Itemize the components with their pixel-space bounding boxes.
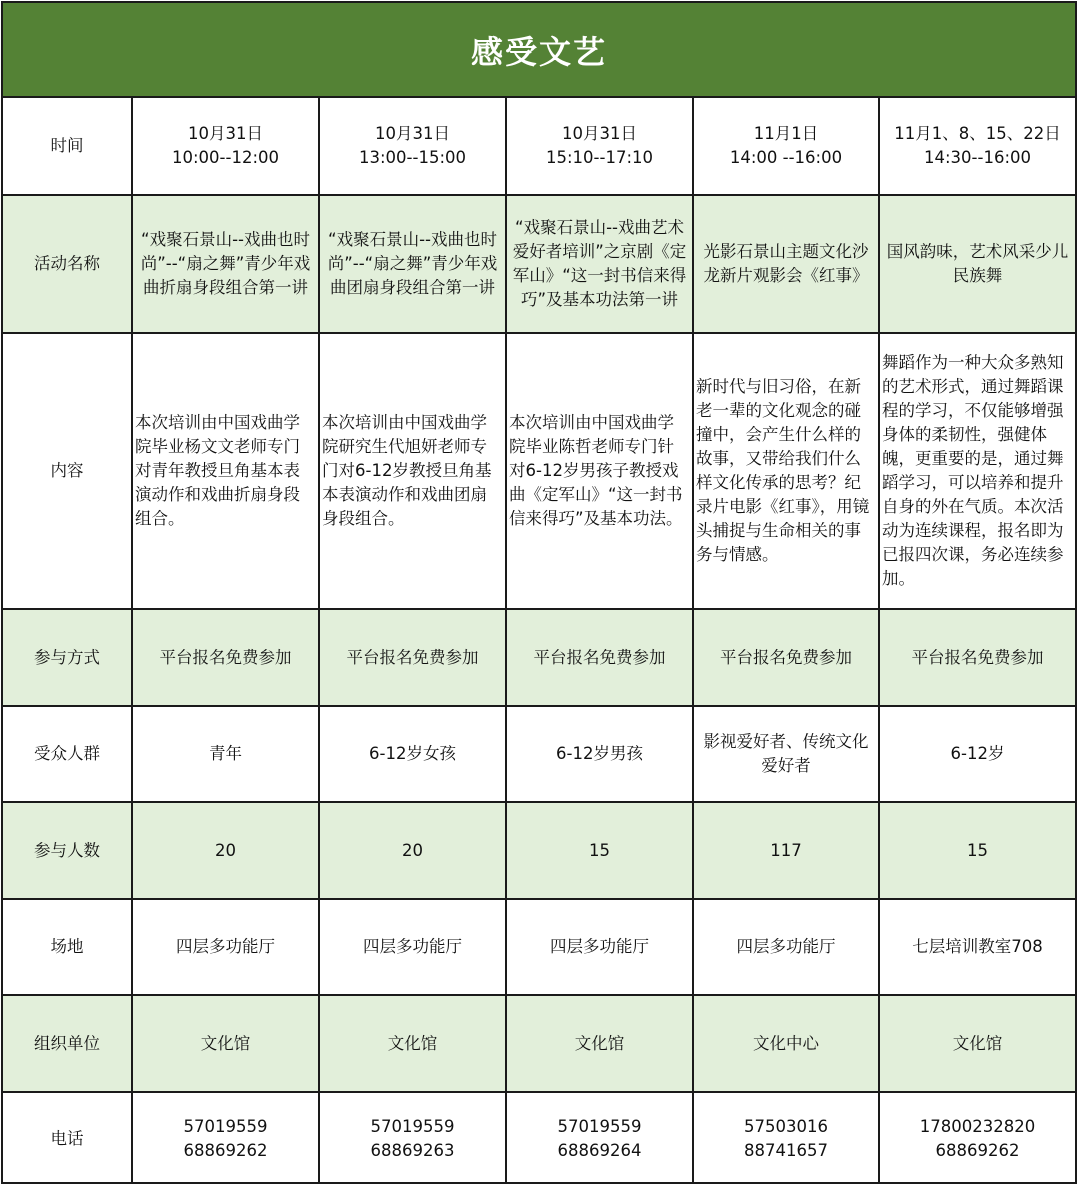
content-cell: 本次培训由中国戏曲学院毕业陈哲老师专门针对6-12岁男孩子教授戏曲《定军山》“这一封书信来得巧”及基本功法。 [506,333,693,609]
phone-cell: 57019559 68869264 [506,1092,693,1184]
time-row [3,98,1075,195]
organizer-cell: 文化馆 [319,995,506,1092]
method-cell: 平台报名免费参加 [319,609,506,706]
phone-row [3,1092,1075,1184]
activity-name-row [3,195,1075,333]
count-cell: 20 [132,802,319,899]
organizer-cell: 文化馆 [879,995,1075,1092]
row-label-organizer: 组织单位 [3,995,132,1092]
schedule-table [3,98,1075,1184]
method-cell: 平台报名免费参加 [879,609,1075,706]
time-cell: 10月31日 13:00--15:00 [319,98,506,195]
time-cell: 11月1、8、15、22日 14:30--16:00 [879,98,1075,195]
organizer-row [3,995,1075,1092]
row-label-phone: 电话 [3,1092,132,1184]
audience-cell: 青年 [132,706,319,802]
row-label-venue: 场地 [3,899,132,995]
phone-cell: 57019559 68869263 [319,1092,506,1184]
count-cell: 117 [693,802,879,899]
row-label-content: 内容 [3,333,132,609]
audience-cell: 6-12岁女孩 [319,706,506,802]
count-cell: 15 [879,802,1075,899]
organizer-cell: 文化馆 [506,995,693,1092]
activity-name-cell: “戏聚石景山--戏曲艺术爱好者培训”之京剧《定军山》“这一封书信来得巧”及基本功法第一讲 [506,195,693,333]
time-cell: 11月1日 14:00 --16:00 [693,98,879,195]
row-label-audience: 受众人群 [3,706,132,802]
audience-cell: 影视爱好者、传统文化爱好者 [693,706,879,802]
audience-cell: 6-12岁男孩 [506,706,693,802]
row-label-method: 参与方式 [3,609,132,706]
venue-cell: 四层多功能厅 [319,899,506,995]
organizer-cell: 文化中心 [693,995,879,1092]
content-cell: 舞蹈作为一种大众多熟知的艺术形式，通过舞蹈课程的学习，不仅能够增强身体的柔韧性，强健体魄，更重要的是，通过舞蹈学习，可以培养和提升自身的外在气质。本次活动为连续课程，报名即为已报四次课，务必连续参加。 [879,333,1075,609]
audience-cell: 6-12岁 [879,706,1075,802]
phone-cell: 17800232820 68869262 [879,1092,1075,1184]
activity-name-cell: “戏聚石景山--戏曲也时尚”--“扇之舞”青少年戏曲团扇身段组合第一讲 [319,195,506,333]
venue-row [3,899,1075,995]
content-row [3,333,1075,609]
activity-name-cell: 光影石景山主题文化沙龙新片观影会《红事》 [693,195,879,333]
venue-cell: 四层多功能厅 [132,899,319,995]
page-title: 感受文艺 [3,3,1075,98]
time-cell: 10月31日 10:00--12:00 [132,98,319,195]
venue-cell: 四层多功能厅 [693,899,879,995]
audience-row [3,706,1075,802]
method-cell: 平台报名免费参加 [693,609,879,706]
content-cell: 本次培训由中国戏曲学院研究生代旭妍老师专门对6-12岁教授旦角基本表演动作和戏曲团扇身段组合。 [319,333,506,609]
venue-cell: 七层培训教室708 [879,899,1075,995]
count-row [3,802,1075,899]
content-cell: 新时代与旧习俗，在新老一辈的文化观念的碰撞中，会产生什么样的故事，又带给我们什么样文化传承的思考？纪录片电影《红事》，用镜头捕捉与生命相关的事务与情感。 [693,333,879,609]
count-cell: 15 [506,802,693,899]
row-label-count: 参与人数 [3,802,132,899]
count-cell: 20 [319,802,506,899]
organizer-cell: 文化馆 [132,995,319,1092]
content-cell: 本次培训由中国戏曲学院毕业杨文文老师专门对青年教授旦角基本表演动作和戏曲折扇身段组合。 [132,333,319,609]
method-cell: 平台报名免费参加 [506,609,693,706]
phone-cell: 57019559 68869262 [132,1092,319,1184]
time-cell: 10月31日 15:10--17:10 [506,98,693,195]
row-label-name: 活动名称 [3,195,132,333]
activity-name-cell: 国风韵味，艺术风采少儿民族舞 [879,195,1075,333]
method-cell: 平台报名免费参加 [132,609,319,706]
venue-cell: 四层多功能厅 [506,899,693,995]
row-label-time: 时间 [3,98,132,195]
activity-name-cell: “戏聚石景山--戏曲也时尚”--“扇之舞”青少年戏曲折扇身段组合第一讲 [132,195,319,333]
method-row [3,609,1075,706]
phone-cell: 57503016 88741657 [693,1092,879,1184]
event-schedule-sheet [1,1,1077,1184]
